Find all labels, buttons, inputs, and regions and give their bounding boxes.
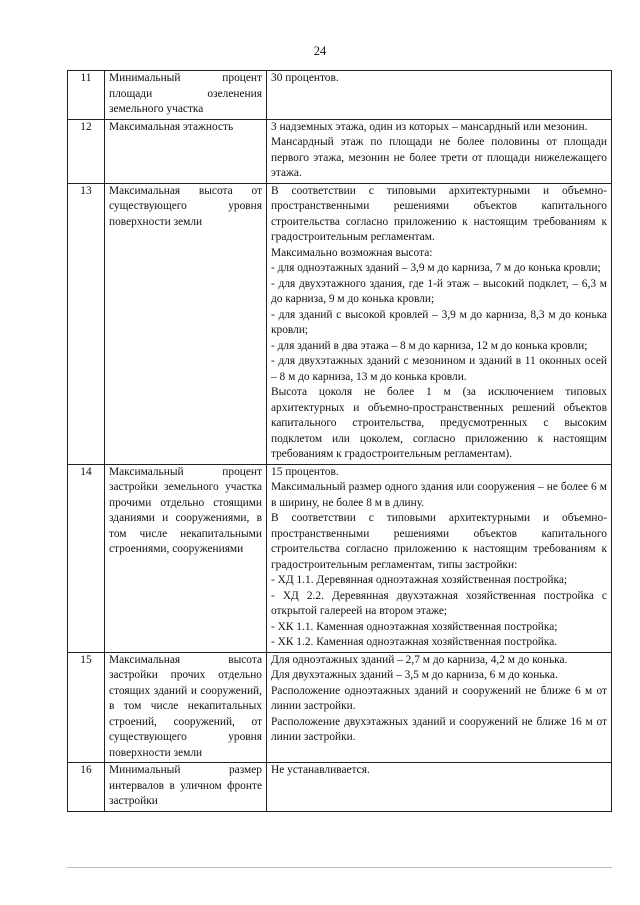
value-paragraph: Мансардный этаж по площади не более половины от площади первого этажа, мезонин не более трети от площади нижележащего этажа. xyxy=(271,136,607,179)
table-row xyxy=(68,183,612,464)
value-paragraph: В соответствии с типовыми архитектурными и объемно-пространственными решениями объектов капитального строительства согласно приложению к настоящим требованиям к градостроительным регламентам. xyxy=(271,184,607,243)
parameter-value xyxy=(267,183,612,464)
value-paragraph: - для зданий с высокой кровлей – 3,9 м до карниза, 8,3 м до конька кровли; xyxy=(271,308,607,336)
value-paragraph: Максимальный размер одного здания или сооружения – не более 6 м в ширину, не более 8 м в длину. xyxy=(271,481,607,509)
table-row xyxy=(68,119,612,183)
value-paragraph: Не устанавливается. xyxy=(271,764,370,776)
value-paragraph: Высота цоколя не более 1 м (за исключением типовых архитектурных и объемно-пространственных решений объектов капитального строительства, предусмотренных с высоким подклетом или цоколем, согласно приложению к настоящим требованиям к градостроительным регламентам). xyxy=(271,386,607,460)
regulations-table xyxy=(67,70,612,812)
value-paragraph: Расположение одноэтажных зданий и сооружений не ближе 6 м от линии застройки. xyxy=(271,684,607,712)
bottom-rule xyxy=(67,867,612,868)
parameter-value xyxy=(267,464,612,652)
value-paragraph: - для зданий в два этажа – 8 м до карниза, 12 м до конька кровли; xyxy=(271,339,588,352)
value-paragraph: 15 процентов. xyxy=(271,465,339,478)
value-paragraph: Максимально возможная высота: xyxy=(271,246,433,259)
value-paragraph: - ХК 1.2. Каменная одноэтажная хозяйственная постройка. xyxy=(271,636,558,648)
page-number: 24 xyxy=(313,44,327,58)
value-paragraph: - для двухэтажных зданий с мезонином и зданий в 11 оконных осей – 8 м до карниза, 13 м до конька кровли. xyxy=(271,355,607,383)
value-paragraph: - для двухэтажного здания, где 1-й этаж – высокий подклет, – 6,3 м до карниза, 9 м до конька кровли; xyxy=(271,277,607,305)
row-number: 14 xyxy=(68,464,105,652)
parameter-value xyxy=(267,119,612,183)
value-paragraph: 3 надземных этажа, один из которых – мансардный или мезонин. xyxy=(271,120,588,133)
value-paragraph: - ХД 1.1. Деревянная одноэтажная хозяйственная постройка; xyxy=(271,574,568,586)
value-paragraph: - для одноэтажных зданий – 3,9 м до карниза, 7 м до конька кровли; xyxy=(271,262,601,274)
parameter-name: Минимальный процент площади озеленения земельного участка xyxy=(105,71,267,120)
table-row xyxy=(68,652,612,763)
parameter-value xyxy=(267,652,612,763)
parameter-name: Максимальная высота застройки прочих отдельно стоящих зданий и сооружений, в том числе некапитальных строений, сооружений, от существующего уровня поверхности земли xyxy=(105,652,267,763)
table-row xyxy=(68,71,612,120)
parameter-value xyxy=(267,763,612,812)
row-number: 11 xyxy=(68,71,105,120)
parameter-name: Максимальная высота от существующего уровня поверхности земли xyxy=(105,183,267,464)
parameter-value xyxy=(267,71,612,120)
value-paragraph: - ХК 1.1. Каменная одноэтажная хозяйственная постройка; xyxy=(271,620,558,633)
value-paragraph: - ХД 2.2. Деревянная двухэтажная хозяйственная постройка с открытой галереей на втором этаже; xyxy=(271,589,607,617)
value-paragraph: В соответствии с типовыми архитектурными и объемно-пространственными решениями объектов капитального строительства согласно приложению к настоящим требованиям к градостроительным регламентам, типы застройки: xyxy=(271,512,607,571)
table-row xyxy=(68,464,612,652)
parameter-name: Минимальный размер интервалов в уличном фронте застройки xyxy=(105,763,267,812)
parameter-name: Максимальная этажность xyxy=(105,119,267,183)
row-number: 15 xyxy=(68,652,105,763)
regulations-table-body xyxy=(68,71,612,812)
row-number: 12 xyxy=(68,119,105,183)
value-paragraph: 30 процентов. xyxy=(271,72,339,84)
value-paragraph: Для двухэтажных зданий – 3,5 м до карниза, 6 м до конька. xyxy=(271,669,558,681)
value-paragraph: Для одноэтажных зданий – 2,7 м до карниза, 4,2 м до конька. xyxy=(271,653,568,666)
table-row xyxy=(68,763,612,812)
row-number: 16 xyxy=(68,763,105,812)
value-paragraph: Расположение двухэтажных зданий и сооружений не ближе 16 м от линии застройки. xyxy=(271,715,607,743)
parameter-name: Максимальный процент застройки земельного участка прочими отдельно стоящими зданиями и сооружениями, в том числе некапитальными строениями, сооружениями xyxy=(105,464,267,652)
row-number: 13 xyxy=(68,183,105,464)
